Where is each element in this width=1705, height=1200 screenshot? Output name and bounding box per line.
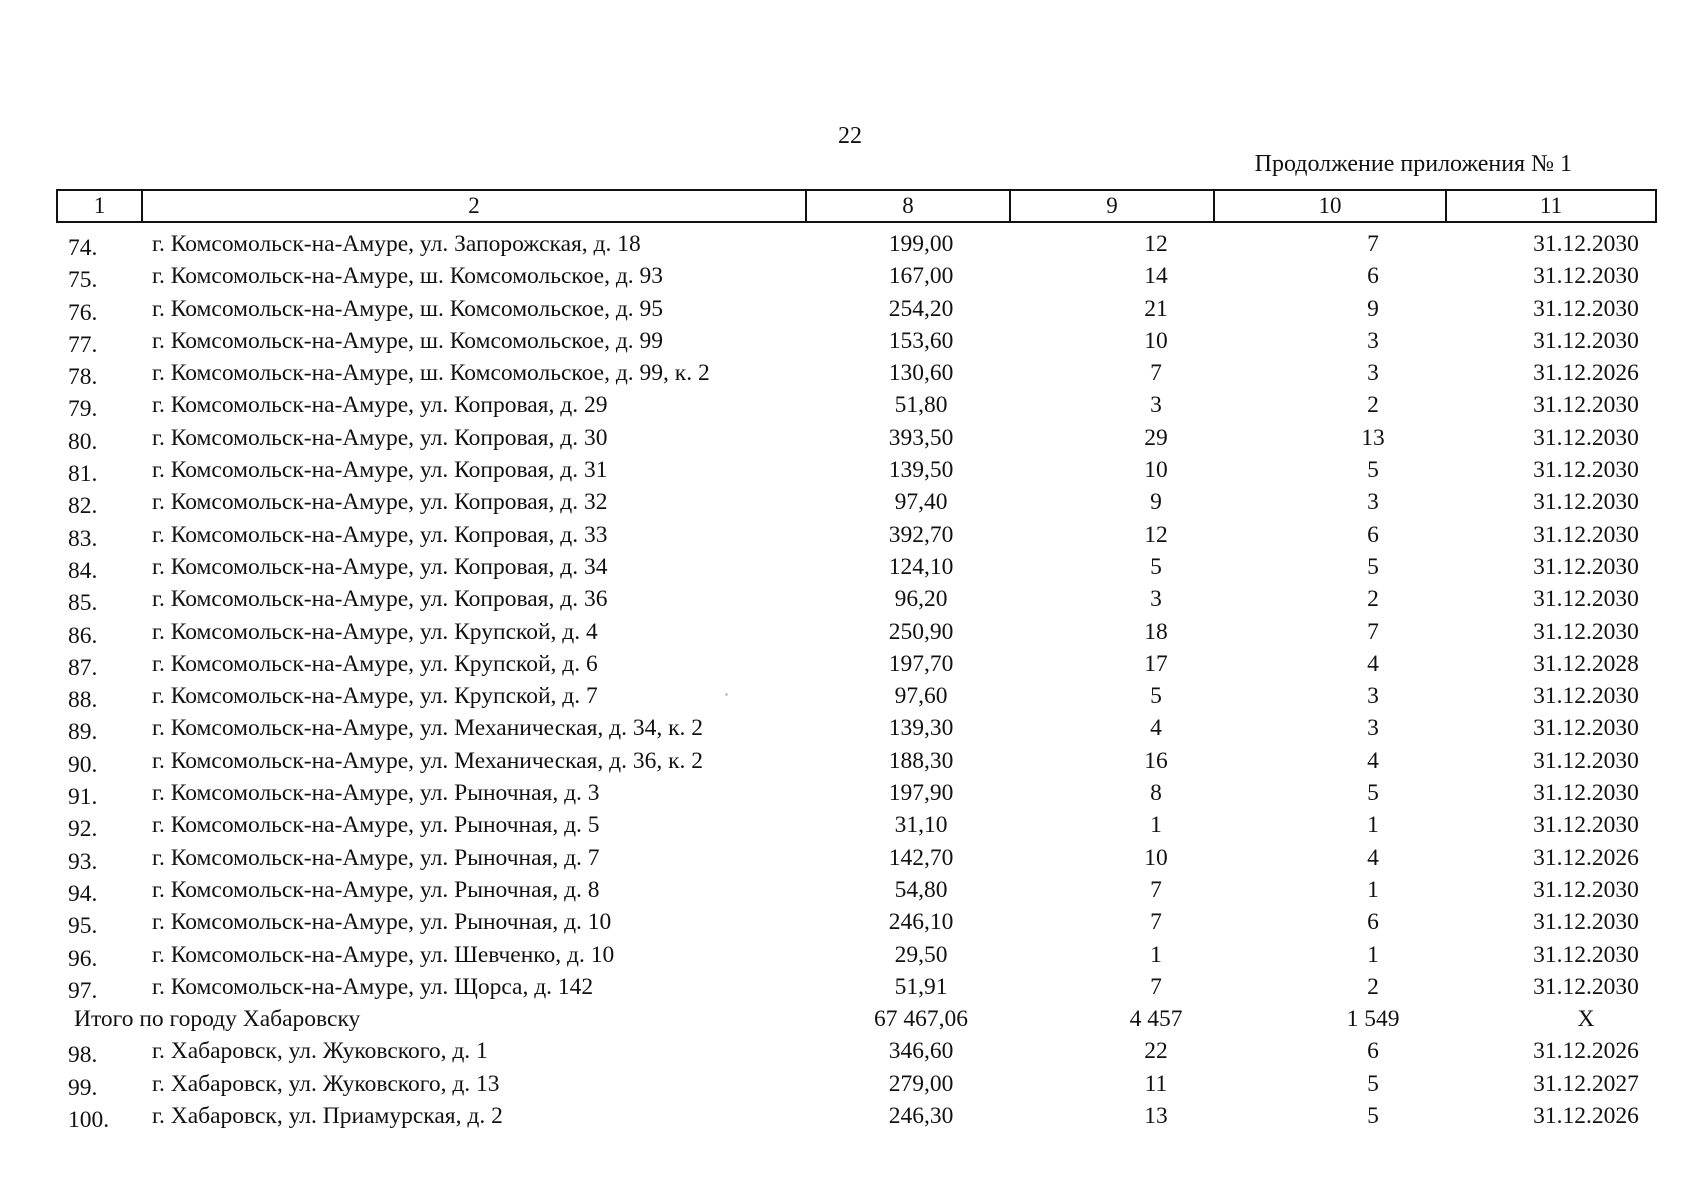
address-cell: г. Хабаровск, ул. Жуковского, д. 1 xyxy=(152,1038,488,1065)
row-number: 88. xyxy=(68,687,98,714)
address-cell: г. Комсомольск-на-Амуре, ш. Комсомольское, д. 95 xyxy=(152,295,664,322)
scan-speck xyxy=(725,693,728,696)
col9-cell: 5 xyxy=(1150,553,1162,580)
table-row xyxy=(56,616,1655,648)
row-number: 78. xyxy=(68,364,98,391)
date-cell: 31.12.2030 xyxy=(1533,295,1639,322)
area-cell: 54,80 xyxy=(894,876,948,903)
table-row xyxy=(56,293,1655,325)
column-header: 8 xyxy=(806,190,1010,222)
col10-cell: 1 xyxy=(1367,812,1379,839)
address-cell: г. Хабаровск, ул. Жуковского, д. 13 xyxy=(152,1070,500,1097)
row-number: 98. xyxy=(68,1042,98,1069)
table-row xyxy=(56,486,1655,518)
table-row xyxy=(56,712,1655,744)
col9-cell: 29 xyxy=(1144,424,1168,451)
date-cell: 31.12.2026 xyxy=(1533,844,1639,871)
col10-cell: 5 xyxy=(1367,457,1379,484)
area-cell: 139,50 xyxy=(888,457,954,484)
address-cell: г. Комсомольск-на-Амуре, ул. Шевченко, д. 10 xyxy=(152,941,615,968)
row-number: 95. xyxy=(68,913,98,940)
col9-cell: 14 xyxy=(1144,263,1168,290)
date-cell: 31.12.2030 xyxy=(1533,327,1639,354)
column-number-header xyxy=(56,189,1657,223)
col9-cell: 21 xyxy=(1144,295,1168,322)
date-cell: 31.12.2030 xyxy=(1533,424,1639,451)
row-number: 85. xyxy=(68,590,98,617)
date-cell: Х xyxy=(1577,1006,1595,1033)
table-row xyxy=(56,745,1655,777)
col10-cell: 5 xyxy=(1367,1070,1379,1097)
table-row xyxy=(56,260,1655,292)
table-body xyxy=(56,228,1655,1132)
table-row xyxy=(56,228,1655,260)
date-cell: 31.12.2030 xyxy=(1533,909,1639,936)
col10-cell: 1 549 xyxy=(1346,1006,1400,1033)
table-row xyxy=(56,1100,1655,1132)
date-cell: 31.12.2030 xyxy=(1533,683,1639,710)
total-label: Итого по городу Хабаровску xyxy=(74,1006,361,1033)
date-cell: 31.12.2030 xyxy=(1533,941,1639,968)
row-number: 100. xyxy=(68,1107,110,1134)
col10-cell: 6 xyxy=(1367,1038,1379,1065)
column-header: 1 xyxy=(57,190,142,222)
area-cell: 254,20 xyxy=(888,295,954,322)
table-row xyxy=(56,454,1655,486)
address-cell: г. Комсомольск-на-Амуре, ул. Копровая, д. 32 xyxy=(152,489,608,516)
col9-cell: 9 xyxy=(1150,489,1162,516)
table-row xyxy=(56,842,1655,874)
address-cell: г. Комсомольск-на-Амуре, ул. Рыночная, д. 5 xyxy=(152,812,600,839)
table-row xyxy=(56,422,1655,454)
col10-cell: 7 xyxy=(1367,231,1379,257)
address-cell: г. Комсомольск-на-Амуре, ул. Запорожская, д. 18 xyxy=(152,231,641,257)
col10-cell: 4 xyxy=(1367,650,1379,677)
col9-cell: 7 xyxy=(1150,360,1162,387)
address-cell: г. Комсомольск-на-Амуре, ул. Копровая, д. 29 xyxy=(152,392,608,419)
col9-cell: 3 xyxy=(1150,586,1162,613)
column-header: 2 xyxy=(142,190,806,222)
address-cell: г. Комсомольск-на-Амуре, ул. Копровая, д. 31 xyxy=(152,457,608,484)
date-cell: 31.12.2026 xyxy=(1533,1103,1639,1130)
row-number: 94. xyxy=(68,880,98,907)
row-number: 97. xyxy=(68,977,98,1004)
row-number: 90. xyxy=(68,751,98,778)
row-number: 79. xyxy=(68,396,98,423)
col9-cell: 1 xyxy=(1150,812,1162,839)
col9-cell: 18 xyxy=(1144,618,1168,645)
date-cell: 31.12.2030 xyxy=(1533,586,1639,613)
column-header: 9 xyxy=(1010,190,1214,222)
row-number: 83. xyxy=(68,525,98,552)
date-cell: 31.12.2028 xyxy=(1533,650,1639,677)
col10-cell: 6 xyxy=(1367,909,1379,936)
col9-cell: 12 xyxy=(1144,521,1168,548)
table-row xyxy=(56,389,1655,421)
col9-cell: 12 xyxy=(1144,231,1168,257)
area-cell: 246,30 xyxy=(888,1103,954,1130)
table-row xyxy=(56,1035,1655,1067)
col10-cell: 6 xyxy=(1367,263,1379,290)
date-cell: 31.12.2030 xyxy=(1533,521,1639,548)
row-number: 75. xyxy=(68,267,98,294)
row-number: 96. xyxy=(68,945,98,972)
table-row xyxy=(56,874,1655,906)
area-cell: 250,90 xyxy=(888,618,954,645)
table-row xyxy=(56,777,1655,809)
table-row xyxy=(56,680,1655,712)
appendix-continuation-note: Продолжение приложения № 1 xyxy=(1254,151,1572,177)
area-cell: 142,70 xyxy=(888,844,954,871)
row-number: 84. xyxy=(68,557,98,584)
area-cell: 51,91 xyxy=(894,973,948,1000)
address-cell: г. Комсомольск-на-Амуре, ш. Комсомольское, д. 99 xyxy=(152,327,664,354)
total-row xyxy=(56,1003,1655,1035)
area-cell: 67 467,06 xyxy=(874,1006,968,1033)
area-cell: 29,50 xyxy=(894,941,948,968)
address-cell: г. Хабаровск, ул. Приамурская, д. 2 xyxy=(152,1103,503,1130)
col10-cell: 4 xyxy=(1367,844,1379,871)
address-cell: г. Комсомольск-на-Амуре, ул. Рыночная, д. 3 xyxy=(152,780,600,807)
area-cell: 393,50 xyxy=(888,424,954,451)
row-number: 89. xyxy=(68,719,98,746)
table-row xyxy=(56,551,1655,583)
area-cell: 31,10 xyxy=(894,812,948,839)
address-cell: г. Комсомольск-на-Амуре, ул. Крупской, д. 6 xyxy=(152,650,598,677)
col9-cell: 7 xyxy=(1150,876,1162,903)
date-cell: 31.12.2030 xyxy=(1533,973,1639,1000)
date-cell: 31.12.2030 xyxy=(1533,231,1639,257)
date-cell: 31.12.2030 xyxy=(1533,876,1639,903)
col10-cell: 2 xyxy=(1367,392,1379,419)
table-row xyxy=(56,939,1655,971)
area-cell: 96,20 xyxy=(894,586,948,613)
table-row xyxy=(56,583,1655,615)
address-cell: г. Комсомольск-на-Амуре, ул. Копровая, д. 36 xyxy=(152,586,608,613)
col10-cell: 3 xyxy=(1367,327,1379,354)
col10-cell: 5 xyxy=(1367,553,1379,580)
date-cell: 31.12.2030 xyxy=(1533,812,1639,839)
date-cell: 31.12.2026 xyxy=(1533,360,1639,387)
row-number: 76. xyxy=(68,299,98,326)
col10-cell: 6 xyxy=(1367,521,1379,548)
area-cell: 167,00 xyxy=(888,263,954,290)
date-cell: 31.12.2030 xyxy=(1533,263,1639,290)
col9-cell: 10 xyxy=(1144,327,1168,354)
col9-cell: 17 xyxy=(1144,650,1168,677)
address-cell: г. Комсомольск-на-Амуре, ул. Крупской, д. 4 xyxy=(152,618,598,645)
row-number: 81. xyxy=(68,461,98,488)
col10-cell: 1 xyxy=(1367,941,1379,968)
table-row xyxy=(56,906,1655,938)
address-cell: г. Комсомольск-на-Амуре, ул. Копровая, д. 30 xyxy=(152,424,608,451)
col9-cell: 4 457 xyxy=(1129,1006,1183,1033)
area-cell: 139,30 xyxy=(888,715,954,742)
col10-cell: 5 xyxy=(1367,1103,1379,1130)
address-cell: г. Комсомольск-на-Амуре, ул. Щорса, д. 142 xyxy=(152,973,594,1000)
col9-cell: 13 xyxy=(1144,1103,1168,1130)
table-row xyxy=(56,648,1655,680)
date-cell: 31.12.2030 xyxy=(1533,457,1639,484)
col9-cell: 3 xyxy=(1150,392,1162,419)
area-cell: 197,90 xyxy=(888,780,954,807)
col9-cell: 16 xyxy=(1144,747,1168,774)
table-row xyxy=(56,519,1655,551)
col9-cell: 1 xyxy=(1150,941,1162,968)
col9-cell: 22 xyxy=(1144,1038,1168,1065)
area-cell: 197,70 xyxy=(888,650,954,677)
area-cell: 51,80 xyxy=(894,392,948,419)
col10-cell: 5 xyxy=(1367,780,1379,807)
address-cell: г. Комсомольск-на-Амуре, ул. Рыночная, д. 7 xyxy=(152,844,600,871)
page-number: 22 xyxy=(838,123,862,149)
date-cell: 31.12.2030 xyxy=(1533,618,1639,645)
row-number: 86. xyxy=(68,622,98,649)
date-cell: 31.12.2030 xyxy=(1533,715,1639,742)
table-row xyxy=(56,809,1655,841)
row-number: 74. xyxy=(68,235,98,261)
column-header: 11 xyxy=(1446,190,1656,222)
col9-cell: 7 xyxy=(1150,909,1162,936)
col10-cell: 3 xyxy=(1367,360,1379,387)
column-header: 10 xyxy=(1214,190,1446,222)
address-cell: г. Комсомольск-на-Амуре, ул. Механическая, д. 36, к. 2 xyxy=(152,747,704,774)
area-cell: 153,60 xyxy=(888,327,954,354)
date-cell: 31.12.2030 xyxy=(1533,780,1639,807)
col10-cell: 13 xyxy=(1361,424,1385,451)
row-number: 77. xyxy=(68,331,98,358)
address-cell: г. Комсомольск-на-Амуре, ул. Рыночная, д. 10 xyxy=(152,909,612,936)
date-cell: 31.12.2027 xyxy=(1533,1070,1639,1097)
address-cell: г. Комсомольск-на-Амуре, ул. Механическая, д. 34, к. 2 xyxy=(152,715,704,742)
table-row xyxy=(56,357,1655,389)
row-number: 99. xyxy=(68,1074,98,1101)
col9-cell: 11 xyxy=(1144,1070,1168,1097)
col9-cell: 10 xyxy=(1144,457,1168,484)
header-row xyxy=(57,190,1656,222)
row-number: 87. xyxy=(68,654,98,681)
col10-cell: 2 xyxy=(1367,973,1379,1000)
area-cell: 346,60 xyxy=(888,1038,954,1065)
col10-cell: 3 xyxy=(1367,683,1379,710)
address-cell: г. Комсомольск-на-Амуре, ул. Копровая, д. 33 xyxy=(152,521,608,548)
row-number: 91. xyxy=(68,784,98,811)
area-cell: 124,10 xyxy=(888,553,954,580)
col9-cell: 8 xyxy=(1150,780,1162,807)
col10-cell: 3 xyxy=(1367,489,1379,516)
row-number: 92. xyxy=(68,816,98,843)
col9-cell: 10 xyxy=(1144,844,1168,871)
table-row xyxy=(56,325,1655,357)
col10-cell: 4 xyxy=(1367,747,1379,774)
col9-cell: 7 xyxy=(1150,973,1162,1000)
date-cell: 31.12.2030 xyxy=(1533,392,1639,419)
area-cell: 392,70 xyxy=(888,521,954,548)
area-cell: 279,00 xyxy=(888,1070,954,1097)
address-cell: г. Комсомольск-на-Амуре, ул. Рыночная, д. 8 xyxy=(152,876,600,903)
address-cell: г. Комсомольск-на-Амуре, ул. Крупской, д. 7 xyxy=(152,683,598,710)
col9-cell: 4 xyxy=(1150,715,1162,742)
date-cell: 31.12.2030 xyxy=(1533,747,1639,774)
area-cell: 188,30 xyxy=(888,747,954,774)
row-number: 80. xyxy=(68,428,98,455)
col10-cell: 1 xyxy=(1367,876,1379,903)
col10-cell: 2 xyxy=(1367,586,1379,613)
date-cell: 31.12.2030 xyxy=(1533,489,1639,516)
date-cell: 31.12.2030 xyxy=(1533,553,1639,580)
date-cell: 31.12.2026 xyxy=(1533,1038,1639,1065)
table-row xyxy=(56,971,1655,1003)
col10-cell: 3 xyxy=(1367,715,1379,742)
area-cell: 97,60 xyxy=(894,683,948,710)
area-cell: 199,00 xyxy=(888,231,954,257)
col10-cell: 9 xyxy=(1367,295,1379,322)
address-cell: г. Комсомольск-на-Амуре, ш. Комсомольское, д. 93 xyxy=(152,263,664,290)
address-cell: г. Комсомольск-на-Амуре, ул. Копровая, д. 34 xyxy=(152,553,608,580)
col10-cell: 7 xyxy=(1367,618,1379,645)
table-row xyxy=(56,1068,1655,1100)
area-cell: 97,40 xyxy=(894,489,948,516)
address-cell: г. Комсомольск-на-Амуре, ш. Комсомольское, д. 99, к. 2 xyxy=(152,360,710,387)
row-number: 82. xyxy=(68,493,98,520)
col9-cell: 5 xyxy=(1150,683,1162,710)
area-cell: 246,10 xyxy=(888,909,954,936)
area-cell: 130,60 xyxy=(888,360,954,387)
row-number: 93. xyxy=(68,848,98,875)
